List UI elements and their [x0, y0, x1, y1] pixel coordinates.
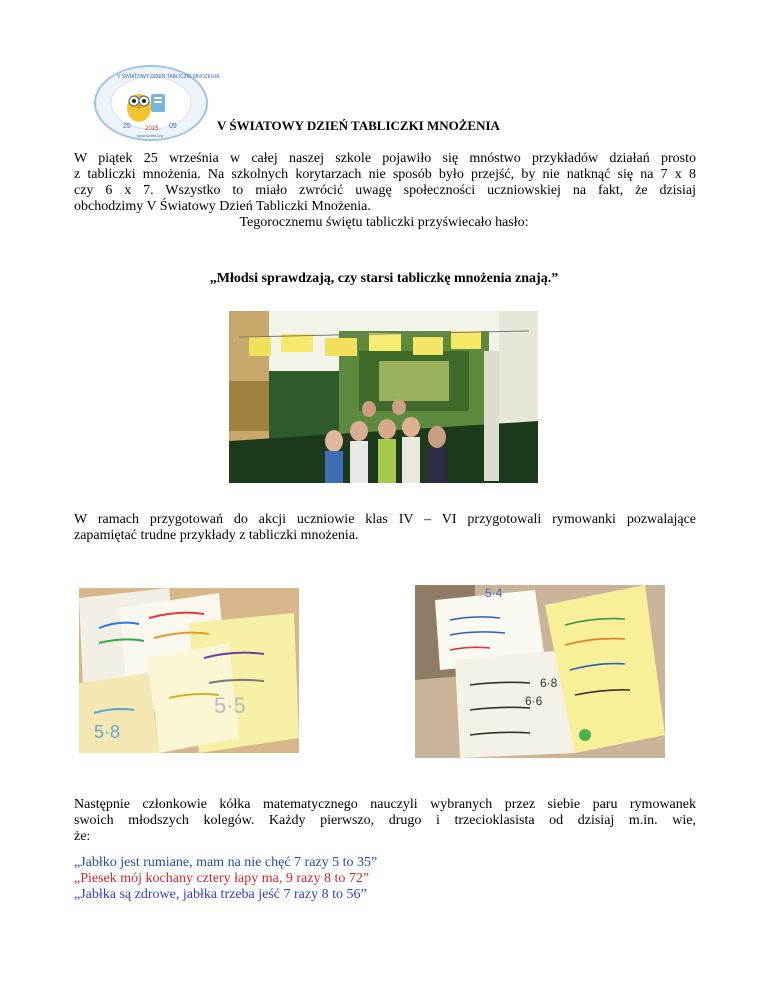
rhyme-3: „Jabłka są zdrowe, jabłka trzeba jeść 7 razy 8 to 56”: [74, 887, 367, 902]
rhyme-posters-photo-left: [79, 588, 299, 753]
svg-text:6·8: 6·8: [540, 676, 558, 690]
follow-paragraph: [74, 797, 696, 845]
event-logo: [93, 64, 220, 142]
rhyme-posters-photo-right: [415, 585, 665, 758]
slogan-intro: Tegorocznemu świętu tabliczki przyświecało hasło:: [239, 215, 529, 230]
prep-line-1: W ramach przygotowań do akcji uczniowie klas IV – VI przygotowali rymowanki pozwalające: [74, 512, 696, 527]
motto: „Młodsi sprawdzają, czy starsi tabliczkę mnożenia znają.”: [209, 271, 559, 286]
follow-line-2: swoich młodszych kolegów. Każdy pierwszo, drugo i trzecioklasista od dzisiaj m.in. wie,: [74, 813, 696, 828]
intro-line-1: W piątek 25 września w całej naszej szkole pojawiło się mnóstwo przykładów działań prosto: [74, 151, 696, 166]
logo-date-right: 09: [169, 123, 177, 130]
prep-line-2: zapamiętać trudne przykłady z tabliczki mnożenia.: [74, 528, 359, 543]
rhyme-2: „Piesek mój kochany cztery łapy ma, 9 razy 8 to 72”: [74, 871, 370, 886]
corridor-photo: [229, 311, 538, 483]
rhyme-1: „Jabłko jest rumiane, mam na nie chęć 7 razy 5 to 35”: [74, 855, 378, 870]
svg-text:5·5: 5·5: [214, 693, 246, 718]
follow-line-3: że:: [74, 829, 91, 844]
logo-date-left: 25: [123, 123, 131, 130]
svg-text:5·8: 5·8: [94, 722, 121, 742]
intro-paragraph: [74, 151, 696, 215]
follow-line-1: Następnie członkowie kółka matematycznego nauczyli wybranych przez siebie paru rymowanek: [74, 797, 696, 812]
intro-line-4: obchodzimy V Światowy Dzień Tabliczki Mnożenia.: [74, 199, 371, 214]
svg-text:6·6: 6·6: [525, 694, 543, 708]
svg-text:5·4: 5·4: [485, 586, 503, 600]
logo-ring-text: V ŚWIATOWY DZIEŃ TABLICZKI MNOŻENIA: [117, 74, 220, 80]
prep-paragraph: [74, 512, 696, 544]
logo-year: 2015: [145, 126, 159, 132]
page-title: V ŚWIATOWY DZIEŃ TABLICZKI MNOŻENIA: [217, 118, 500, 133]
intro-line-3: czy 6 x 7. Wszystko to miało zwrócić uwagę społeczności uczniowskiej na fakt, że dzisiaj: [74, 183, 696, 198]
intro-line-2: z tabliczki mnożenia. Na szkolnych korytarzach nie sposób było przejść, by nie natknąć się na 7 x 8: [74, 167, 696, 182]
logo-url: www.wdtm.org: [137, 133, 164, 138]
